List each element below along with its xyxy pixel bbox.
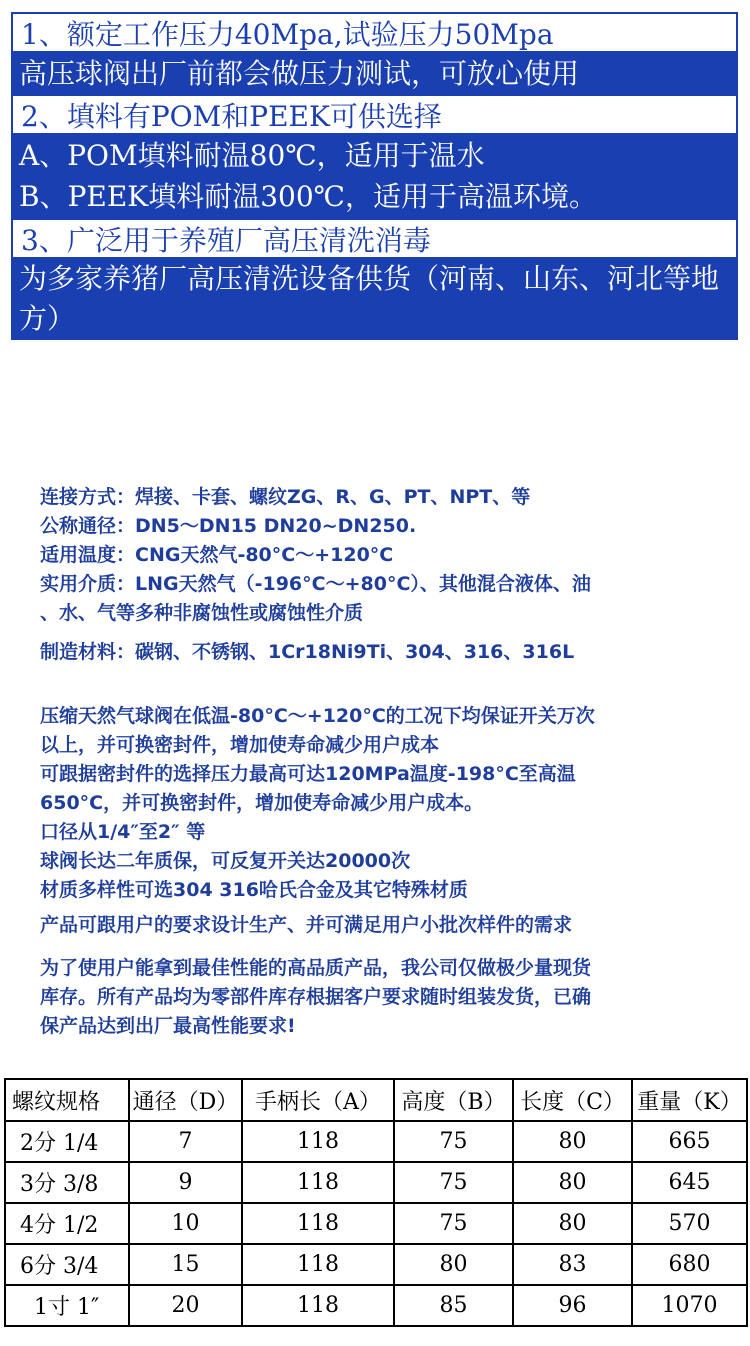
cell-thread-size: 1寸 1″ — [5, 1285, 129, 1326]
table-row — [5, 1162, 747, 1203]
description-line-2: 以上，并可换密封件，增加使寿命减少用户成本 — [40, 734, 440, 756]
header-height: 高度（B） — [394, 1079, 513, 1121]
cell-length: 80 — [513, 1121, 632, 1162]
banner-line-customers: 为多家养猪厂高压清洗设备供货（河南、山东、河北等地方） — [11, 259, 738, 340]
nominal-diameter-text: 公称通径：DN5～DN15 DN20~DN250. — [40, 515, 417, 537]
stock-line-1: 为了使用户能拿到最佳性能的高品质产品，我公司仅做极少量现货 — [40, 957, 592, 979]
cell-height: 75 — [394, 1121, 513, 1162]
description-line-5: 口径从1/4″至2″ 等 — [40, 821, 206, 843]
cell-length: 80 — [513, 1162, 632, 1203]
header-weight: 重量（K） — [632, 1079, 747, 1121]
cell-thread-size: 4分 1/2 — [5, 1203, 129, 1244]
stock-line-2: 库存。所有产品均为零部件库存根据客户要求随时组装发货，已确 — [40, 986, 592, 1008]
table-row — [5, 1244, 747, 1285]
banner-line-peek: B、PEEK填料耐温300℃，适用于高温环境。 — [11, 176, 738, 218]
stock-block — [40, 954, 720, 1041]
customization-text: 产品可跟用户的要求设计生产、并可满足用户小批次样件的需求 — [40, 914, 573, 936]
description-line-6: 球阀长达二年质保，可反复开关达20000次 — [40, 850, 411, 872]
cell-bore: 9 — [129, 1162, 242, 1203]
description-line-4: 650°C，并可换密封件，增加使寿命减少用户成本。 — [40, 792, 484, 814]
cell-handle-length: 118 — [242, 1244, 394, 1285]
cell-height: 75 — [394, 1162, 513, 1203]
description-line-7: 材质多样性可选304 316哈氏合金及其它特殊材质 — [40, 879, 468, 901]
cell-length: 96 — [513, 1285, 632, 1326]
cell-handle-length: 118 — [242, 1121, 394, 1162]
cell-weight: 570 — [632, 1203, 747, 1244]
customization-block — [40, 911, 720, 940]
cell-height: 80 — [394, 1244, 513, 1285]
table-row — [5, 1203, 747, 1244]
cell-weight: 680 — [632, 1244, 747, 1285]
cell-weight: 645 — [632, 1162, 747, 1203]
cell-thread-size: 2分 1/4 — [5, 1121, 129, 1162]
cell-bore: 7 — [129, 1121, 242, 1162]
spec-list — [40, 483, 720, 628]
banner-line-pom: A、POM填料耐温80℃，适用于温水 — [11, 135, 738, 176]
connection-text: 连接方式：焊接、卡套、螺纹ZG、R、G、PT、NPT、等 — [40, 486, 531, 508]
cell-length: 83 — [513, 1244, 632, 1285]
cell-thread-size: 6分 3/4 — [5, 1244, 129, 1285]
cell-height: 85 — [394, 1285, 513, 1326]
table-header-row — [5, 1079, 747, 1121]
cell-handle-length: 118 — [242, 1203, 394, 1244]
header-bore: 通径（D） — [129, 1079, 242, 1121]
spec-table — [4, 1078, 748, 1327]
medium-text-2: 、水、气等多种非腐蚀性或腐蚀性介质 — [40, 602, 364, 624]
feature-banner — [11, 12, 738, 340]
material-block — [40, 638, 720, 667]
table-row — [5, 1285, 747, 1326]
description-block — [40, 702, 720, 905]
description-line-1: 压缩天然气球阀在低温-80°C～+120°C的工况下均保证开关万次 — [40, 705, 595, 727]
banner-line-packing: 2、填料有POM和PEEK可供选择 — [11, 94, 738, 135]
temperature-text: 适用温度：CNG天然气-80°C～+120°C — [40, 544, 394, 566]
table-row — [5, 1121, 747, 1162]
cell-length: 80 — [513, 1203, 632, 1244]
header-handle-length: 手柄长（A） — [242, 1079, 394, 1121]
banner-line-pressure: 1、额定工作压力40Mpa,试验压力50Mpa — [11, 12, 738, 53]
cell-bore: 15 — [129, 1244, 242, 1285]
cell-height: 75 — [394, 1203, 513, 1244]
cell-handle-length: 118 — [242, 1162, 394, 1203]
cell-bore: 10 — [129, 1203, 242, 1244]
cell-weight: 665 — [632, 1121, 747, 1162]
header-thread-size: 螺纹规格 — [5, 1079, 129, 1121]
stock-line-3: 保产品达到出厂最高性能要求! — [40, 1015, 296, 1037]
header-length: 长度（C） — [513, 1079, 632, 1121]
cell-weight: 1070 — [632, 1285, 747, 1326]
cell-thread-size: 3分 3/8 — [5, 1162, 129, 1203]
medium-text-1: 实用介质：LNG天然气（-196°C～+80°C）、其他混合液体、油 — [40, 573, 591, 595]
cell-handle-length: 118 — [242, 1285, 394, 1326]
description-line-3: 可跟据密封件的选择压力最高可达120MPa温度-198°C至高温 — [40, 763, 576, 785]
banner-line-pressure-test: 高压球阀出厂前都会做压力测试，可放心使用 — [11, 53, 738, 94]
banner-line-usage: 3、广泛用于养殖厂高压清洗消毒 — [11, 218, 738, 259]
cell-bore: 20 — [129, 1285, 242, 1326]
material-text: 制造材料：碳钢、不锈钢、1Cr18Ni9Ti、304、316、316L — [40, 641, 575, 663]
